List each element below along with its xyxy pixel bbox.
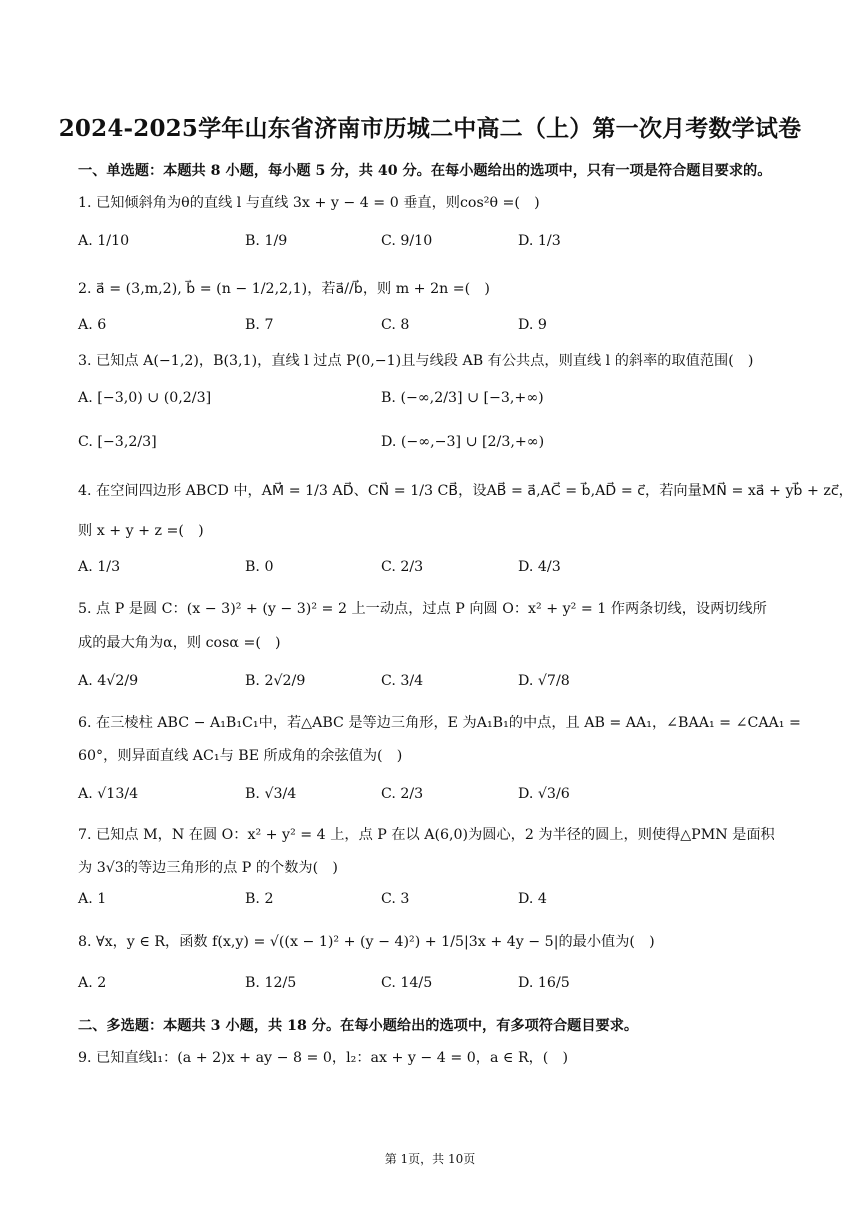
question-9-stem: 9. 已知直线l₁：(a + 2)x + ay − 8 = 0，l₂：ax + y − 4 = 0，a ∈ R，( ) [78, 1050, 569, 1066]
question-7-stem-line-2: 为 3√3的等边三角形的点 P 的个数为( ) [78, 860, 338, 876]
question-4-option-c[interactable]: C. 2/3 [381, 559, 424, 575]
question-8-stem: 8. ∀x，y ∈ R，函数 f(x,y) = √((x − 1)² + (y − 4)²) + 1/5|3x + 4y − 5|的最小值为( ) [78, 934, 655, 950]
question-3-option-a[interactable]: A. [−3,0) ∪ (0,2/3] [78, 390, 212, 406]
question-6-option-c[interactable]: C. 2/3 [381, 786, 424, 802]
question-4-option-a[interactable]: A. 1/3 [78, 559, 121, 575]
question-7-option-b[interactable]: B. 2 [245, 891, 274, 907]
question-1-option-a[interactable]: A. 1/10 [78, 233, 130, 249]
page-title: 2024-2025学年山东省济南市历城二中高二（上）第一次月考数学试卷 [58, 115, 802, 142]
question-7-option-a[interactable]: A. 1 [78, 891, 107, 907]
section-heading-single-choice: 一、单选题：本题共 8 小题，每小题 5 分，共 40 分。在每小题给出的选项中，只有一项是符合题目要求的。 [78, 163, 772, 179]
question-3-option-b[interactable]: B. (−∞,2/3] ∪ [−3,+∞) [381, 390, 544, 406]
question-2-option-a[interactable]: A. 6 [78, 317, 107, 333]
question-2-stem: 2. a⃗ = (3,m,2), b⃗ = (n − 1/2,2,1)，若a⃗//b⃗，则 m + 2n =( ) [78, 281, 490, 297]
question-4-option-d[interactable]: D. 4/3 [518, 559, 561, 575]
question-7-option-d[interactable]: D. 4 [518, 891, 547, 907]
question-1-option-b[interactable]: B. 1/9 [245, 233, 288, 249]
question-6-option-b[interactable]: B. √3/4 [245, 786, 297, 802]
question-6-option-d[interactable]: D. √3/6 [518, 786, 570, 802]
question-3-option-d[interactable]: D. (−∞,−3] ∪ [2/3,+∞) [381, 434, 545, 450]
question-7-option-c[interactable]: C. 3 [381, 891, 410, 907]
question-7-stem-line-1: 7. 已知点 M，N 在圆 O：x² + y² = 4 上，点 P 在以 A(6,0)为圆心，2 为半径的圆上，则使得△PMN 是面积 [78, 827, 775, 843]
question-4-stem-line-2: 则 x + y + z =( ) [78, 523, 204, 539]
question-8-option-b[interactable]: B. 12/5 [245, 975, 297, 991]
question-6-option-a[interactable]: A. √13/4 [78, 786, 139, 802]
question-5-option-d[interactable]: D. √7/8 [518, 673, 570, 689]
question-8-option-d[interactable]: D. 16/5 [518, 975, 570, 991]
question-5-stem-line-1: 5. 点 P 是圆 C：(x − 3)² + (y − 3)² = 2 上一动点，过点 P 向圆 O：x² + y² = 1 作两条切线，设两切线所 [78, 601, 767, 617]
question-4-option-b[interactable]: B. 0 [245, 559, 274, 575]
question-5-stem-line-2: 成的最大角为α，则 cosα =( ) [78, 635, 281, 651]
question-3-stem: 3. 已知点 A(−1,2)，B(3,1)，直线 l 过点 P(0,−1)且与线段 AB 有公共点，则直线 l 的斜率的取值范围( ) [78, 353, 754, 369]
question-2-option-c[interactable]: C. 8 [381, 317, 410, 333]
question-1-option-c[interactable]: C. 9/10 [381, 233, 433, 249]
section-heading-multiple-choice: 二、多选题：本题共 3 小题，共 18 分。在每小题给出的选项中，有多项符合题目要求。 [78, 1018, 639, 1034]
question-1-stem: 1. 已知倾斜角为θ的直线 l 与直线 3x + y − 4 = 0 垂直，则cos²θ =( ) [78, 195, 540, 211]
question-2-option-d[interactable]: D. 9 [518, 317, 547, 333]
question-5-option-a[interactable]: A. 4√2/9 [78, 673, 139, 689]
question-1-option-d[interactable]: D. 1/3 [518, 233, 561, 249]
question-5-option-c[interactable]: C. 3/4 [381, 673, 424, 689]
question-8-option-a[interactable]: A. 2 [78, 975, 107, 991]
question-3-option-c[interactable]: C. [−3,2/3] [78, 434, 157, 450]
question-6-stem-line-1: 6. 在三棱柱 ABC − A₁B₁C₁中，若△ABC 是等边三角形，E 为A₁B₁的中点，且 AB = AA₁，∠BAA₁ = ∠CAA₁ = [78, 715, 801, 731]
page-footer: 第 1页，共 10页 [384, 1152, 476, 1166]
question-2-option-b[interactable]: B. 7 [245, 317, 274, 333]
question-4-stem-line-1: 4. 在空间四边形 ABCD 中，AM⃗ = 1/3 AD⃗、CN⃗ = 1/3 CB⃗，设AB⃗ = a⃗,AC⃗ = b⃗,AD⃗ = c⃗，若向量MN⃗ = xa⃗ + yb⃗ + zc⃗， [78, 483, 853, 499]
question-6-stem-line-2: 60°，则异面直线 AC₁与 BE 所成角的余弦值为( ) [78, 748, 403, 764]
question-8-option-c[interactable]: C. 14/5 [381, 975, 433, 991]
question-5-option-b[interactable]: B. 2√2/9 [245, 673, 306, 689]
